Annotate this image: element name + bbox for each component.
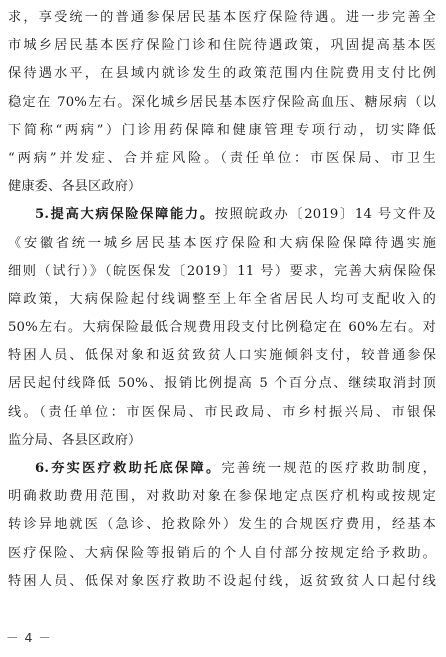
line-text: 居民起付线降低 50%、报销比例提高 5 个百分点、继续取消封顶 (8, 376, 436, 392)
section-heading: 5.提高大病保险保障能力。 (35, 207, 215, 223)
line-text: 线。（责任单位：市医保局、市民政局、市乡村振兴局、市银保 (8, 404, 436, 420)
text-line (8, 511, 436, 539)
line-text: 完善统一规范的医疗救助制度， (221, 461, 436, 476)
line-text: 市城乡居民基本医疗保险门诊和住院待遇政策，巩固提高基本医 (8, 38, 436, 54)
text-line (8, 89, 436, 117)
text-line (8, 230, 436, 258)
text-line (8, 145, 436, 173)
line-text: 求，享受统一的普通参保居民基本医疗保险待遇。进一步完善全 (8, 10, 436, 25)
line-text: 特困人员、低保对象和返贫致贫人口实施倾斜支付，较普通参保 (8, 348, 436, 364)
text-line (8, 173, 436, 201)
text-line (8, 60, 436, 88)
line-text: 特困人员、低保对象医疗救助不设起付线，返贫致贫人口起付线 (8, 573, 436, 589)
line-text: 下简称“两病”）门诊用药保障和健康管理专项行动，切实降低 (8, 122, 436, 138)
text-line (8, 427, 436, 455)
line-text: 按照皖政办〔2019〕14 号文件及 (214, 207, 437, 223)
line-text: 细则（试行）》（皖医保发〔2019〕11 号）要求，完善大病保险保 (8, 263, 436, 279)
line-text: 稳定在 70%左右。深化城乡居民基本医疗保险高血压、糖尿病（以 (8, 94, 436, 110)
section-heading: 6.夯实医疗救助托底保障。 (35, 461, 222, 476)
line-text: 《安徽省统一城乡居民基本医疗保险和大病保险保障待遇实施 (8, 235, 436, 251)
body-text (8, 4, 436, 596)
line-text: “两病”并发症、合并症风险。（责任单位：市医保局、市卫生 (8, 150, 436, 166)
text-line (8, 568, 436, 596)
text-line (8, 286, 436, 314)
text-line (8, 483, 436, 511)
line-text: 医疗保险、大病保险等报销后的个人自付部分按规定给予救助。 (8, 545, 436, 561)
text-line (8, 117, 436, 145)
text-line (8, 4, 436, 32)
page-number: － 4 － (6, 630, 52, 645)
line-text: 健康委、各县区政府） (8, 179, 142, 195)
text-line (8, 32, 436, 60)
text-line (8, 314, 436, 342)
text-line (8, 455, 436, 483)
line-text: 明确救助费用范围，对救助对象在参保地定点医疗机构或按规定 (8, 489, 436, 505)
text-line (8, 399, 436, 427)
line-text: 转诊异地就医（急诊、抢救除外）发生的合规医疗费用，经基本 (8, 517, 436, 533)
line-text: 50%左右。大病保险最低合规费用段支付比例稳定在 60%左右。对 (8, 320, 436, 336)
line-text: 障政策，大病保险起付线调整至上年全省居民人均可支配收入的 (8, 291, 436, 307)
text-line (8, 540, 436, 568)
line-text: 监分局、各县区政府） (8, 432, 142, 448)
text-line (8, 342, 436, 370)
line-text: 保待遇水平，在县域内就诊发生的政策范围内住院费用支付比例 (8, 66, 436, 82)
text-line (8, 258, 436, 286)
text-line (8, 370, 436, 398)
text-line (8, 201, 436, 229)
